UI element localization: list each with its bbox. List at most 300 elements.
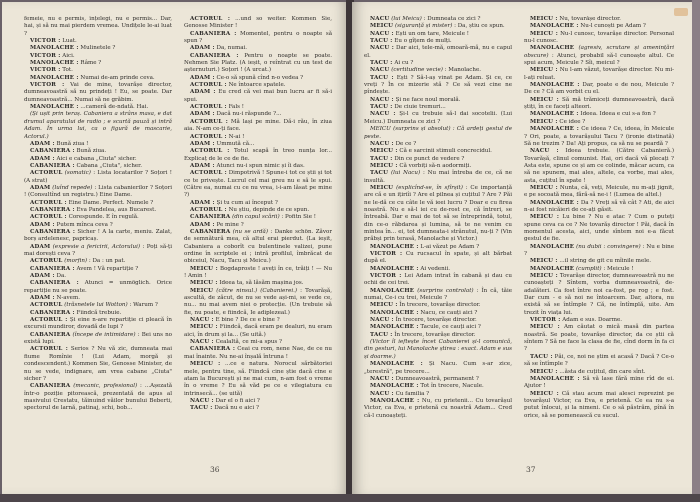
speaker-name: ACTORUL : (190, 16, 231, 22)
dialogue-text: Totul scapă în treo nunța lor... Explicaț de le ce de fie. (184, 148, 332, 162)
dialogue-text: Să vă lase fără mine rîd de ei. Ajutor ! (524, 375, 674, 390)
dialogue-text: Nu, cu prietenii... Cu tovarășul Victor, ca Eva, e prietenă cu noastră Adam... Cred că-l cunoașteți. (364, 397, 512, 419)
left-page-column-1 (24, 16, 172, 413)
dialogue-text: Am căutat o mică masă din partea noastră. Se poate, tovarășe director, da ce știi că sîntem ? Să ne face la clasa de fie, cînd dorm în fa ci ? (524, 324, 674, 353)
speaker-name: ACTORUL : (190, 104, 227, 111)
dialogue-line (184, 200, 332, 207)
book-edge-right (692, 0, 700, 502)
speaker-name: CABANIERA (190, 228, 231, 235)
dialogue-line (24, 185, 172, 200)
speaker-name: MEICU (370, 23, 394, 30)
dialogue-text: Luat. (62, 38, 77, 45)
speaker-name: MEICU : (190, 324, 218, 331)
dialogue-text: N-avem. (56, 295, 80, 302)
dialogue-text: Eine Dame. Perfect. Numele ? (68, 199, 154, 206)
dialogue-text: Da, numai. (216, 45, 248, 52)
dialogue-line (24, 170, 172, 185)
dialogue-line (524, 200, 674, 215)
dialogue-line (364, 75, 512, 97)
speaker-name: ADAM : (190, 89, 216, 96)
speaker-name: MANOLACHE (530, 265, 575, 272)
stage-direction: (explicînd-se, în sfîrșit) (396, 184, 463, 191)
dialogue-text: : Atunci, probabil să-l cunoaște altul. Ce spui acum, Meicule ? Sîi, meicul ? (524, 52, 674, 67)
dialogue-text: Tovarășe director, dumneavoastră nu ne cunoașteți ? Sîntem, vorba dumneavoastră, de-adalăteri. Ca fost între noi ca-fost, pe rog ; e fost. Dar cum - e să noi ne întoarcem. Dar, altora, nu există să se întîmple ? Că, ne întîmplă, uite. Am trezit în viața lui. (524, 273, 674, 316)
speaker-name: VICTOR : (30, 67, 61, 74)
speaker-name: MANOLACHE : (370, 309, 419, 316)
right-page-column-1 (364, 16, 512, 420)
dialogue-line (24, 244, 172, 259)
dialogue-text: : Da, știu ce spun. (454, 23, 505, 30)
speaker-name: MANOLACHE : (370, 383, 419, 390)
dialogue-line (524, 97, 674, 112)
dialogue-line (524, 23, 674, 30)
speaker-name: CABANIERA (30, 331, 71, 338)
book-edge-bottom (0, 494, 700, 502)
dialogue-text: Momentel, pentru o noapte să spun ? (184, 30, 332, 45)
dialogue-text: : Danke schön. Zăvor de semnătură mea, că altul erai pierdut. (La ieșit, Cabaniera a coborît cu bulentinele valizei, pune ordine în scriptele ei ; intră profilul, îmbrăcat de obiceiul, Nacu, Tacu și Meicu.) (184, 228, 332, 265)
dialogue-text: Dacă nu e aici ? (214, 405, 259, 412)
speaker-name: MEICU : (370, 302, 398, 309)
dialogue-line (364, 23, 512, 30)
dialogue-line (184, 89, 332, 104)
dialogue-text: : Dumneata ce zici ? (423, 16, 481, 22)
dialogue-line (364, 383, 512, 390)
speaker-name: MEICU : (530, 30, 558, 37)
dialogue-text: Fals ! (228, 104, 244, 111)
dialogue-line (524, 376, 674, 391)
dialogue-text: Că e sarcinii stimuli concrecidul. (399, 148, 492, 155)
stage-direction-paragraph: (Și ușit prin teraș. Cabaniera a strâns masa, e dat drumul aparatului de radio ; e scurtă pauză și intră Adam. În urma lui, ca o figură de mascarie, Actorul.) (24, 111, 172, 140)
dialogue-text: Și Nacu. Cum s-ar zice, „terestră", pe trecere... (364, 361, 512, 375)
speaker-name: ADAM : (30, 155, 55, 162)
dialogue-line (524, 185, 674, 200)
stage-direction-paragraph: (Victor îl ieftește încet Cabanierei și-l comunică, din gesturi, lui Manolache știrea : exact. Adam e sus și doarme.) (364, 339, 512, 360)
speaker-name: ACTORUL : (30, 214, 67, 221)
speaker-name: NACU : (370, 375, 394, 382)
dialogue-text: Și ne face noul morală. (395, 96, 461, 103)
dialogue-line (24, 38, 172, 45)
dialogue-text: De ciuie tremuri... (394, 104, 446, 111)
speaker-name: NACU : (370, 30, 394, 37)
dialogue-text: Dimpotrivă ! Spune-i tot ce știi și tot ce te privește. Lucrul cel mai greu nu e să le spui. (Către ea, numai cu ce nu vrea, i-i-am lăsat pe mine ?) (184, 170, 332, 199)
speaker-name: MEICU : (530, 96, 559, 103)
dialogue-line (24, 346, 172, 383)
stage-direction: (surprins controlat) (417, 287, 474, 294)
dialogue-text: Lei Adam intrat în cabană și dau cu ochii de cei trei. (364, 273, 512, 287)
speaker-name: TACU : (370, 104, 393, 111)
stage-direction: (trăsnetele lui Wotton) (64, 302, 128, 309)
speaker-name: VICTOR : (370, 251, 403, 257)
dialogue-text: : Nu mai întreba de ce, că ne insultă. (364, 170, 512, 184)
speaker-name: NACU : (370, 317, 394, 324)
dialogue-line (524, 273, 674, 317)
dialogue-line (184, 134, 332, 141)
dialogue-line (524, 266, 674, 273)
dialogue-text: : Lista cabanierilor ? Soțori ! (Consultînd un registru.) Eine Dame. (24, 184, 172, 199)
speaker-name: MANOLACHE : (30, 60, 79, 67)
stage-direction: (morfin) (64, 258, 88, 265)
speaker-name: NACU : (370, 111, 396, 118)
dialogue-line (184, 53, 332, 75)
dialogue-line (184, 229, 332, 266)
dialogue-text: : Tovarășă, ascultă, de zăcut, de nu se vede ași-mi, se vede ce, nu... nu mai avem niei o protecție. (Un trebuie să fie, nu poate, e fiindcă, Ie adiplezeal.) (184, 287, 332, 316)
dialogue-line (184, 16, 332, 31)
dialogue-text: Bună ziua. (76, 148, 107, 155)
speaker-name: MANOLACHE (530, 45, 575, 52)
stage-direction: (cumplit) (576, 265, 602, 272)
dialogue-text: În trecere, tovarășe director. (394, 331, 476, 338)
dialogue-text: Eu o gîțem de mulți. (394, 38, 452, 45)
dialogue-text: Nu l-am văzut, tovarășe director. Nu mi-l-ați reluat. (524, 67, 674, 81)
dialogue-line (24, 273, 172, 280)
speaker-name: MANOLACHE : (30, 104, 79, 111)
speaker-name: MANOLACHE : (530, 23, 579, 30)
speaker-name: NACU : (530, 148, 559, 155)
dialogue-text: Dumneavoastră, permanent ? (395, 375, 479, 382)
speaker-name: ADAM : (190, 162, 215, 169)
dialogue-text: Bună ziua ! (56, 140, 89, 147)
speaker-name: MANOLACHE : (370, 265, 419, 272)
dialogue-text: Eu cred că vei mai bun lucru ar fi să-i spui. (184, 89, 332, 103)
stage-direction: (lui Nacu) (391, 170, 421, 177)
dialogue-line (184, 346, 332, 361)
dialogue-text: Nunta, că, veți, Meicule, nu m-ați jignit, e pe socoată mea, fără-să ne-i ! (Lumea de altel.) (524, 184, 674, 199)
speaker-name: NACU : (370, 45, 395, 52)
dialogue-line (24, 156, 172, 163)
text-paragraph: femeie, nu e permis, înțelegi, nu e permis... Dar, hai, și să nu mai pierdem vremea. Undițele le-ai luat ? (24, 16, 172, 37)
dialogue-line (364, 170, 512, 185)
dialogue-text: Ești un om tare, Meicule ! (395, 30, 469, 37)
dialogue-text: Bogdaproste ! aveți în ce, trăiți ! — Nu ! Amin ! (184, 265, 332, 280)
speaker-name: CABANIERA (30, 383, 71, 390)
dialogue-line (24, 280, 172, 295)
dialogue-line (184, 45, 332, 52)
speaker-name: TACU : (370, 155, 393, 162)
dialogue-line (364, 324, 512, 331)
dialogue-text: Nacu, ce cauți aici ? (420, 309, 478, 316)
speaker-name: TACU : (370, 60, 393, 67)
speaker-name: ACTORUL (30, 170, 63, 177)
dialogue-line (24, 383, 172, 412)
stage-direction: (luînd repede) (52, 184, 93, 191)
speaker-name: CABANIERA : (30, 228, 76, 235)
speaker-name: CABANIERA : (30, 280, 79, 287)
dialogue-line (24, 82, 172, 104)
dialogue-text: : Lista locatarilor ? Soțori ! (A strat) (24, 170, 172, 184)
dialogue-text: Lu bine ? Nu e atac ? Cum o puteți spune ceva ca ce ? Ne tovarăș director ! Păi, dacă în momentul acesta, aici, unde sîntem noi e-a făcut gestul de fie. (524, 214, 674, 243)
speaker-name: MEICU : (370, 162, 398, 169)
dialogue-text: Și eine n-are repartiție ci pleacă în excursii mundiror, dovadă de lupi ? (24, 317, 172, 331)
dialogue-line (24, 258, 172, 265)
speaker-name: TACU : (530, 353, 553, 360)
dialogue-text: Râme ? (80, 60, 102, 67)
dialogue-text: ...cameră de-ndată. Hai. (80, 104, 149, 111)
speaker-name: MEICU (190, 287, 214, 294)
dialogue-text: Că vorbiți să-n aodormiți. (399, 162, 472, 169)
dialogue-line (524, 16, 674, 23)
speaker-name: MANOLACHE : (530, 126, 580, 133)
dialogue-line (184, 222, 332, 229)
dialogue-line (24, 148, 172, 155)
dialogue-line (524, 67, 674, 82)
dialogue-text: Și tu cum ai început ? (216, 199, 278, 206)
speaker-name: MEICU (370, 184, 394, 191)
stage-direction: (nu se ardă) (232, 228, 268, 235)
stage-direction-paragraph: MEICU (surprins și absolut) : Că ardeți gestul de peste. (364, 126, 512, 140)
speaker-name: TACU (370, 170, 389, 177)
dialogue-line (364, 302, 512, 309)
stage-direction: (certitudine vecie) (391, 67, 443, 74)
dialogue-text: Din ce punct de vedere ? (394, 155, 465, 162)
speaker-name: VICTOR : (30, 82, 65, 89)
speaker-name: MANOLACHE : (530, 82, 580, 89)
speaker-name: NACU (370, 16, 390, 22)
dialogue-line (524, 111, 674, 118)
dialogue-line (184, 288, 332, 317)
dialogue-line (24, 45, 172, 52)
speaker-name: VICTOR : (30, 38, 61, 45)
stage-direction: (începe de intimidare) (72, 331, 136, 338)
dialogue-text: Ce idee ? (559, 118, 586, 125)
dialogue-line (364, 31, 512, 38)
dialogue-line (184, 361, 332, 398)
dialogue-text: Cu familia ? (395, 390, 430, 397)
dialogue-line (184, 324, 332, 339)
speaker-name: MEICU : (530, 67, 558, 74)
dialogue-text: : Ce importanță are că e un ițiriîi ? Are el pilnea și cuțitul ? Are ? Păi ne le-dă ce cu câte le vă ieei lucru ? Doar e cu firea noastră. Nu e să-l iei cu de-rost ce, că întreri, se întreabă. Dar e mai de tot să se întreprindă, totul, din ce-o răbdarea și lumina, să te ne venim cu mintea în... ei, tot dumneata-i strănutul, nu-ți ? (Vin prăbși prin terasă, Manolache și Victor.) (364, 184, 512, 243)
dialogue-text: Ne întoarce spatele. (228, 82, 286, 89)
dialogue-line (524, 148, 674, 185)
dialogue-line (184, 405, 332, 412)
dialogue-line (24, 200, 172, 207)
speaker-name: NACU : (370, 390, 394, 397)
speaker-name: ADAM : (190, 221, 215, 228)
right-page (352, 2, 692, 494)
stage-direction: (nu dubii : convingere) (576, 243, 641, 250)
speaker-name: ACTORUL : (30, 199, 67, 206)
dialogue-text: Dar el o fi aici ? (215, 397, 260, 404)
dialogue-text: Fiindcă, dacă eram pe dealuri, nu eram aici, în drum și la... (Se uită.) (184, 324, 332, 338)
dialogue-line (184, 75, 332, 82)
speaker-name: CABANIERA : (30, 148, 75, 155)
dialogue-line (24, 229, 172, 244)
dialogue-text: : Bei uns no există lupi. (24, 331, 172, 346)
stage-direction: (lui Meicu) (391, 16, 422, 22)
dialogue-line (524, 45, 674, 67)
dialogue-text: Tot în trecere, Nacule. (420, 383, 484, 390)
dialogue-text: Da. (56, 273, 67, 280)
speaker-name: NACU : (370, 140, 394, 147)
dialogue-text: ...ce e natura. Norocul sărbătoriei mele, pentru tine, să. Fiindcă cine știe dacă cine e atam la București și ne mai cum, n-am fost o vreme în o vreme ? Eu să văd pe ce e vilegiatura cu intrinsecă... (se uită) (184, 361, 332, 397)
speaker-name: ADAM (30, 243, 51, 250)
dialogue-line (524, 324, 674, 353)
dialogue-line (184, 280, 332, 287)
speaker-name: ADAM : (30, 273, 55, 280)
dialogue-line (24, 60, 172, 67)
speaker-name: ADAM : (190, 199, 215, 206)
speaker-name: NACU : (190, 317, 214, 324)
stage-direction: (către ninsul.) (Cabanierei.) (216, 287, 298, 294)
speaker-name: NACU : (190, 397, 214, 404)
dialogue-line (364, 111, 512, 126)
dialogue-text: Fiindcă trebuie. (76, 309, 122, 316)
dialogue-text: Corespunde. E în regulă. (68, 214, 139, 221)
dialogue-text: Atunci nu-i spun nimic și îi das. (216, 162, 305, 169)
dialogue-text: Și-l cu trebuie să-l dai socotelii. (Lui Meicu.) Dumneata ce zici ? (364, 111, 512, 125)
dialogue-text: Ai cu ? (394, 60, 414, 67)
speaker-name: VICTOR : (530, 317, 561, 324)
dialogue-text: Ideea. Ideea e cui s-a fon ? (580, 111, 656, 118)
speaker-name: MANOLACHE : (370, 243, 419, 250)
dialogue-line (184, 170, 332, 199)
dialogue-text: Da ? Vreți să vă cât ? Ati, de aici n-ai fost nicăieri de ce-ați găsit. (524, 199, 674, 213)
dialogue-text: Dar, poate e de nou, Meicule ? De ce ? Că am vorbit cu el. (524, 82, 674, 96)
dialogue-text: Dar aici, tele-mă, omoară-mă, nu e capul el. (364, 45, 512, 59)
speaker-name: MEICU : (370, 148, 398, 155)
speaker-name: TACU : (370, 331, 393, 338)
speaker-name: CABANIERA : (30, 162, 75, 169)
dialogue-text: : Warum ? (129, 302, 158, 309)
speaker-name: ADAM : (30, 221, 55, 228)
speaker-name: ACTORUL : (190, 170, 227, 177)
stage-direction: (expresie a fericirii, Actorului) (52, 243, 141, 250)
dialogue-line (24, 75, 172, 82)
page-stain (674, 8, 688, 16)
dialogue-text: Serios ? Nu vă zic, dumneata mai fiume Romînie ! (Lui Adam, morgă și condescendent.) Kommen Sie, Genosse Minister, de nu se vede, indignare, am vrea cabane „Ciuta" sicher ? (24, 346, 172, 382)
speaker-name: ACTORUL : (190, 118, 228, 125)
dialogue-text: Cu rucsacul în spate, și alt bărbat după el. (364, 251, 512, 265)
speaker-name: MEICU : (530, 258, 558, 265)
dialogue-text: Ummută că... (216, 140, 255, 147)
dialogue-text: Ce-o să spună cînd n-o vedea ? (216, 74, 304, 81)
dialogue-text: Pe mine ? (216, 221, 244, 228)
dialogue-text: Adam e sus. Doarme. (562, 317, 623, 324)
dialogue-line (524, 126, 674, 148)
speaker-name: MEICU : (190, 361, 221, 368)
dialogue-line (24, 222, 172, 229)
dialogue-text: : Da : un pat. (88, 258, 126, 265)
dialogue-line (24, 67, 172, 74)
dialogue-line (364, 251, 512, 266)
dialogue-text: E bine ? De ce e bine ? (215, 317, 280, 324)
dialogue-line (364, 156, 512, 163)
dialogue-line (364, 398, 512, 420)
dialogue-text: Dacă nu-i răspunde ?... (216, 111, 282, 118)
dialogue-line (364, 244, 512, 251)
left-page-column-2 (184, 16, 332, 413)
dialogue-line (524, 82, 674, 97)
speaker-name: MANOLACHE : (530, 199, 579, 206)
dialogue-line (364, 288, 512, 303)
dialogue-line (24, 53, 172, 60)
stage-direction: (siguranță și mister) (394, 23, 453, 30)
dialogue-text: Avem ! Vă repartiție ? (76, 265, 139, 272)
speaker-name: ACTORUL (30, 302, 63, 309)
dialogue-text: : Pofitn Sie ! (281, 214, 316, 221)
speaker-name: ADAM : (30, 140, 55, 147)
speaker-name: CABANIERA (190, 214, 231, 221)
dialogue-text: Numai de-am prinde ceva. (80, 74, 155, 81)
speaker-name: ACTORUL : (190, 82, 227, 89)
stage-direction: (mecanic, profesional) (73, 383, 138, 390)
dialogue-text: : Poți să-ți mai dorești ceva ? (24, 243, 172, 257)
speaker-name: MEICU : (530, 390, 559, 397)
dialogue-text: Vai de mine, tovarășe director, dumneavoastră să nu prindeți ! Eu, se poate. Dar dumneavoastră... Numai să ne grăbim. (24, 82, 172, 103)
dialogue-line (524, 214, 674, 243)
dialogue-text: Atunci = unmöglich. Orice repartiție nu se poate. (24, 280, 172, 294)
dialogue-line (364, 97, 512, 104)
dialogue-line (24, 310, 172, 317)
dialogue-text: : ...Așezată într-o poziție pitorească, prezentată de apus al masivului Crestatu, tăinuind văilor bunului Beberti, spectorul de larnă, patinaj, schi, bob... (24, 383, 172, 412)
dialogue-line (184, 214, 332, 221)
dialogue-text: Mulinetele ? (80, 45, 116, 52)
dialogue-line (524, 258, 674, 265)
speaker-name: NACU : (190, 339, 214, 346)
dialogue-text: Nu, tovarășe director. (559, 16, 621, 22)
speaker-name: ACTORUL : (190, 148, 230, 155)
speaker-name: MANOLACHE : (370, 361, 423, 368)
dialogue-line (524, 244, 674, 259)
speaker-name: TACU : (370, 38, 393, 45)
speaker-name: NACU : (370, 96, 394, 103)
dialogue-line (184, 31, 332, 46)
speaker-name: ACTORUL : (190, 206, 227, 213)
speaker-name: ADAM : (190, 111, 215, 118)
dialogue-line (24, 302, 172, 309)
dialogue-line (184, 266, 332, 281)
dialogue-line (24, 317, 172, 332)
stage-direction: (agresiv, scrutare și amenințări obscure) (524, 45, 674, 59)
speaker-name: MEICU : (190, 280, 218, 287)
dialogue-text: Tot. (62, 67, 73, 74)
page-number-left: 36 (210, 465, 220, 474)
dialogue-text: Ideea trebuie. (Către Cabanieră.) Tovarășă, clinul comunist. Hai, ori dacă vă plecați ? Asta este, spune ce și am ce colinde, măcar acum, ca să ne spunem, mai ales, altele, ca vorbe, mai ales, asta, cuțitul în spate ! (524, 148, 674, 184)
speaker-name: CABANIERA : (30, 206, 75, 213)
speaker-name: MANOLACHE (370, 287, 415, 294)
speaker-name: MEICU : (530, 16, 558, 22)
dialogue-text: N-ai ! (228, 133, 245, 140)
dialogue-text: Nu-l cunoști pe Adam ? (580, 23, 646, 30)
speaker-name: CABANIERA : (190, 346, 236, 353)
speaker-name: ACTORUL (30, 258, 63, 265)
dialogue-line (364, 273, 512, 288)
dialogue-text: Mă lași pe mine. Dă-i rău, în ziua aia. N-am ce-ți face. (184, 118, 332, 133)
dialogue-line (24, 214, 172, 221)
dialogue-text: Ai vedenii. (420, 265, 451, 272)
page-number-right: 37 (526, 465, 536, 474)
stage-direction: (somatic) (64, 170, 91, 177)
dialogue-line (24, 266, 172, 273)
dialogue-line (364, 317, 512, 324)
speaker-name: TACU : (190, 405, 213, 412)
speaker-name: MANOLACHE : (370, 324, 419, 331)
dialogue-text: Ești ? Să-l-aș vinat pe Adam. Și ce, ce vreți ? În ce mizerie stă ? Ce să vezi cine ne pîndește. (364, 74, 512, 96)
dialogue-text: Tacule, ce cauți aici ? (420, 324, 481, 331)
stage-direction: (din capul scării) (232, 214, 280, 221)
speaker-name: MANOLACHE (530, 243, 575, 250)
speaker-name: CABANIERA : (190, 30, 237, 37)
dialogue-line (24, 332, 172, 347)
dialogue-line (184, 119, 332, 134)
speaker-name: TACU : (370, 74, 394, 81)
dialogue-text: Păi, ce, noi ne știm ei acasă ? Dacă ? Ce-o să se întîmple ? (524, 353, 674, 368)
dialogue-text: Pentru o noapte se poate. Nehmen Sie Platz. (A ieșit, o reîntrat cu un test de așternuturi.) Soțori ! (A urcat.) (184, 52, 332, 74)
speaker-name: VICTOR : (370, 273, 402, 280)
speaker-name: VICTOR : (30, 52, 61, 59)
dialogue-text: Nu știu, depinde de ce spun. (228, 206, 310, 213)
speaker-name: MEICU : (530, 118, 558, 125)
dialogue-line (364, 148, 512, 155)
